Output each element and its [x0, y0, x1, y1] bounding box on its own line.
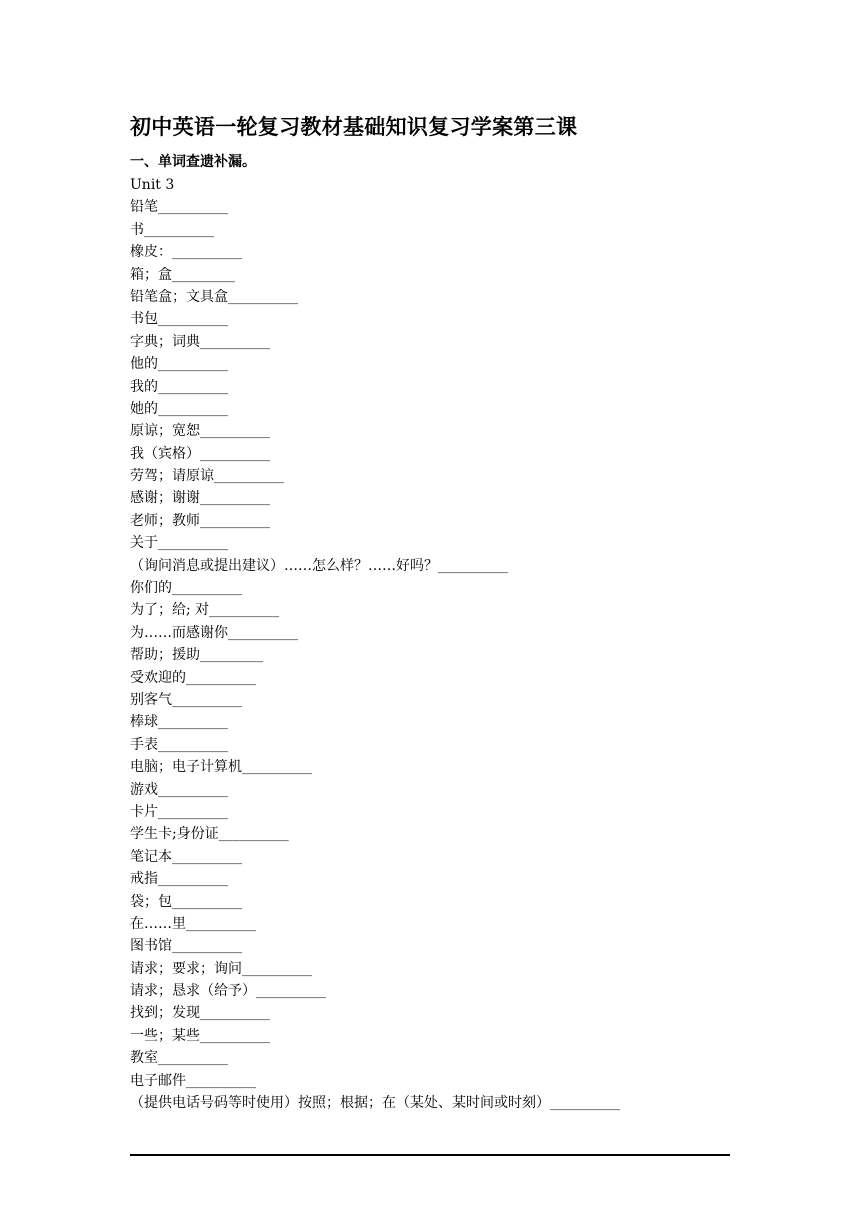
- vocab-item: 箱；盒_________: [130, 266, 235, 283]
- vocab-item: （提供电话号码等时使用）按照；根据；在（某处、某时间或时刻）__________: [130, 1095, 620, 1112]
- vocab-item: 感谢；谢谢__________: [130, 490, 270, 507]
- vocab-item: 棒球__________: [130, 714, 228, 731]
- unit-label: Unit 3: [130, 177, 175, 193]
- vocab-item: 一些；某些__________: [130, 1027, 270, 1044]
- vocab-item: 请求；要求；询问__________: [130, 960, 312, 977]
- vocab-item: 电子邮件__________: [130, 1072, 256, 1089]
- vocab-item: 帮助；援助_________: [130, 647, 263, 664]
- vocab-item: 袋；包__________: [130, 893, 242, 910]
- vocab-item: 他的__________: [130, 356, 228, 373]
- vocab-item: 找到；发现__________: [130, 1005, 270, 1022]
- vocab-item: 卡片__________: [130, 803, 228, 820]
- vocab-item: （询问消息或提出建议）……怎么样？……好吗？__________: [130, 557, 508, 574]
- vocab-item: 教室__________: [130, 1050, 228, 1067]
- vocab-item: 手表__________: [130, 736, 228, 753]
- vocab-item: 为……而感谢你__________: [130, 624, 298, 641]
- footer-divider: [130, 1154, 730, 1156]
- vocab-item: 铅笔盒；文具盒__________: [130, 288, 298, 305]
- vocab-item: 老师；教师__________: [130, 512, 270, 529]
- vocab-item: 你们的__________: [130, 580, 242, 597]
- vocabulary-list: [130, 174, 620, 1114]
- vocab-item: 电脑；电子计算机__________: [130, 759, 312, 776]
- vocab-item: 学生卡;身份证__________: [130, 826, 289, 843]
- vocab-item: 关于__________: [130, 535, 228, 552]
- vocab-item: 在……里__________: [130, 915, 256, 932]
- document-title: 初中英语一轮复习教材基础知识复习学案第三课: [130, 115, 578, 139]
- vocab-item: 为了；给; 对__________: [130, 602, 280, 619]
- vocab-item: 她的__________: [130, 400, 228, 417]
- section-heading: 一、单词查遗补漏。: [130, 154, 256, 170]
- vocab-item: 橡皮：__________: [130, 244, 242, 261]
- vocab-item: 别客气__________: [130, 691, 242, 708]
- vocab-item: 游戏__________: [130, 781, 228, 798]
- vocab-item: 字典；词典__________: [130, 333, 270, 350]
- vocab-item: 请求；恳求（给予）__________: [130, 983, 326, 1000]
- vocab-item: 我的__________: [130, 378, 228, 395]
- vocab-item: 铅笔__________: [130, 199, 228, 216]
- vocab-item: 笔记本__________: [130, 848, 242, 865]
- vocab-item: 书__________: [130, 221, 214, 238]
- vocab-item: 书包__________: [130, 311, 228, 328]
- vocab-item: 图书馆__________: [130, 938, 242, 955]
- vocab-item: 戒指__________: [130, 871, 228, 888]
- vocab-item: 劳驾；请原谅__________: [130, 468, 284, 485]
- vocab-item: 受欢迎的__________: [130, 669, 256, 686]
- vocab-item: 原谅；宽恕__________: [130, 423, 270, 440]
- vocab-item: 我（宾格）__________: [130, 445, 270, 462]
